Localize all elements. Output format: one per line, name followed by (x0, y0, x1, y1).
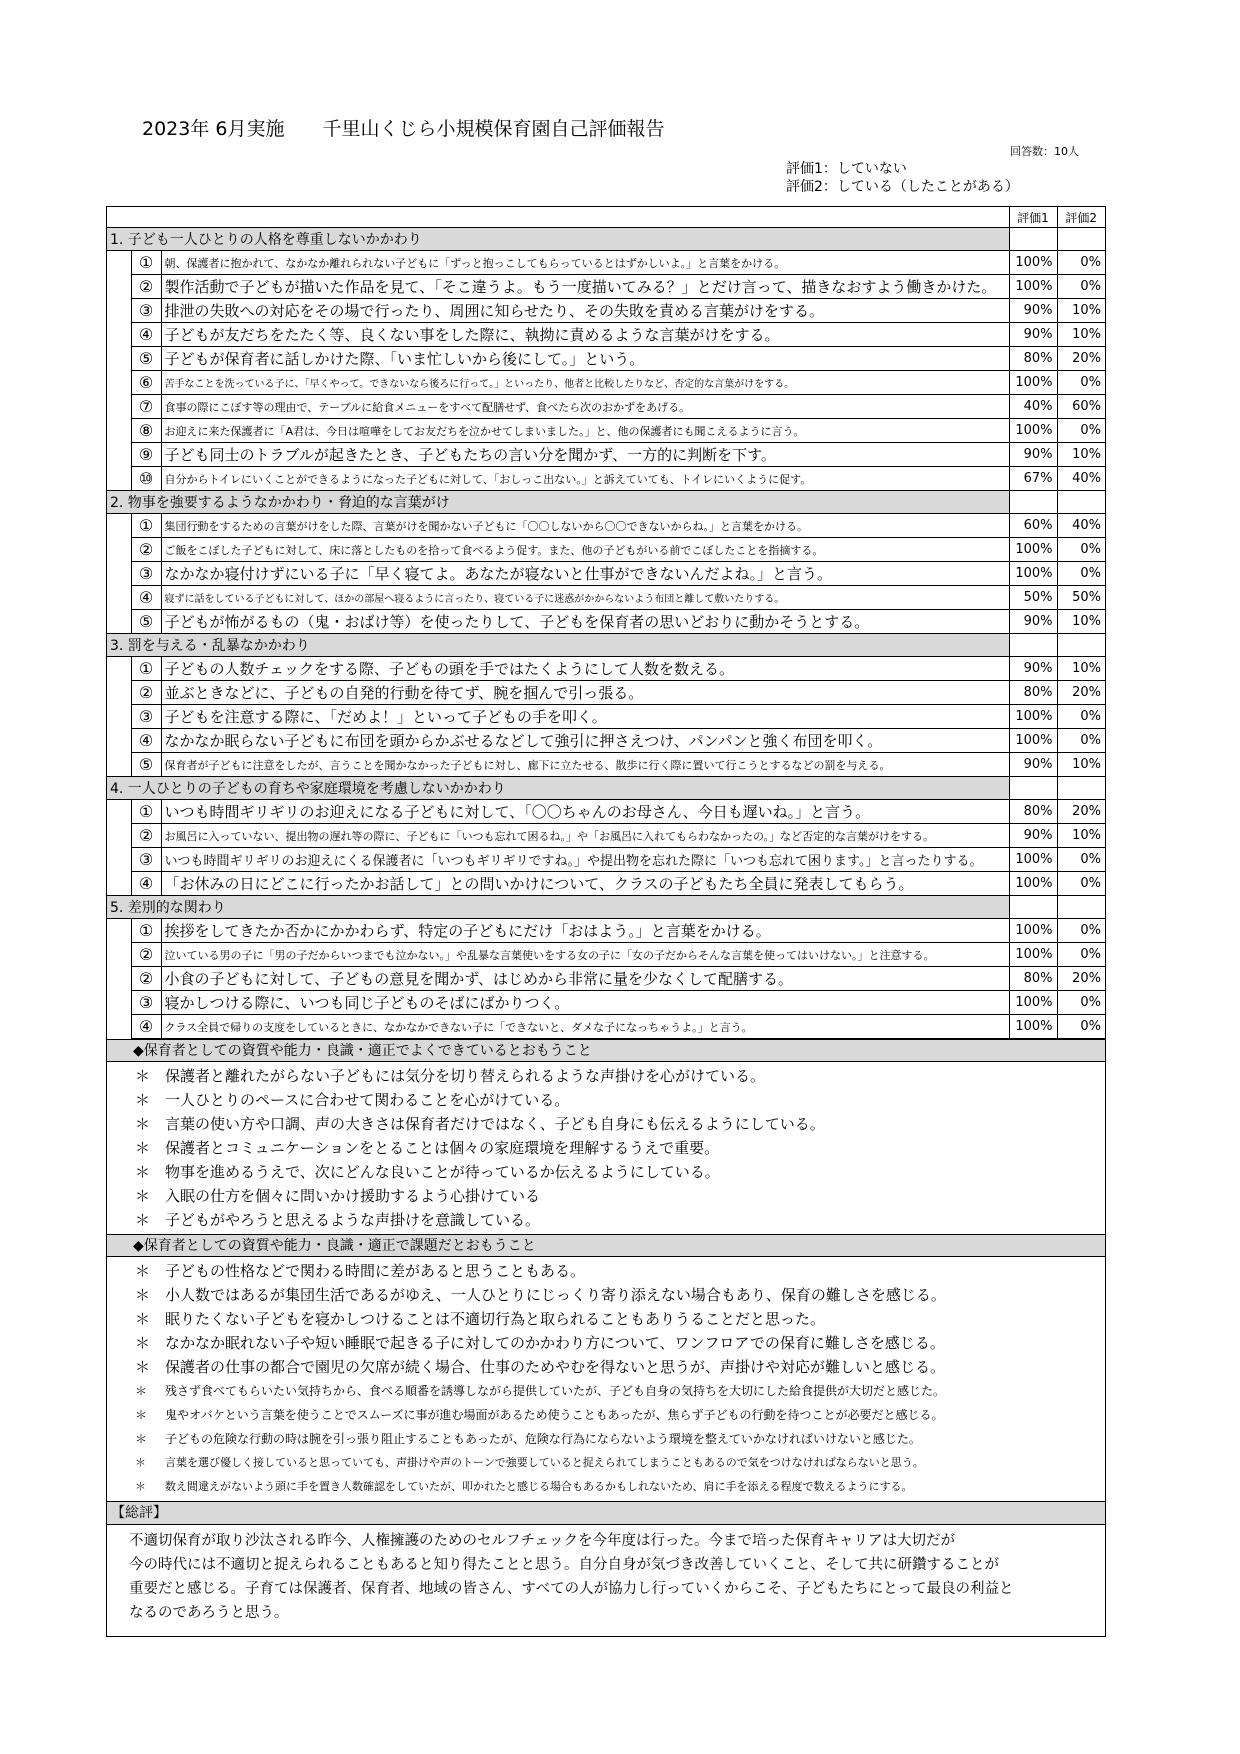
bullet-asterisk: ＊ (135, 1262, 151, 1280)
rating-1-value: 100% (1009, 562, 1057, 586)
table-row (107, 275, 1105, 299)
indent-cell (107, 872, 131, 896)
table-row (107, 1015, 1105, 1039)
rating-1-value: 90% (1009, 610, 1057, 634)
list-item (135, 1283, 1105, 1307)
indent-cell (107, 419, 131, 443)
indent-cell (107, 800, 131, 824)
item-number: ⑤ (131, 753, 161, 777)
rating-2-value: 10% (1057, 657, 1105, 681)
table-row (107, 443, 1105, 467)
bullet-asterisk: ＊ (135, 1091, 151, 1109)
table-row (107, 919, 1105, 943)
rating-2-value: 0% (1057, 251, 1105, 275)
item-number: ⑧ (131, 419, 161, 443)
indent-cell (107, 467, 131, 491)
indent-cell (107, 729, 131, 753)
section-header-row (107, 491, 1105, 514)
bullet-asterisk: ＊ (135, 1358, 151, 1376)
rating-1-value: 90% (1009, 443, 1057, 467)
item-text: お風呂に入っていない、提出物の遅れ等の際に、子どもに「いつも忘れて困るね。」や「お風呂に入れてもらわなかったの。」など否定的な言葉がけをする。 (161, 824, 1009, 848)
bullet-asterisk: ＊ (135, 1456, 146, 1469)
rating-1-value: 100% (1009, 919, 1057, 943)
rating-2-value: 0% (1057, 1015, 1105, 1039)
rating-1-value: 100% (1009, 251, 1057, 275)
list-item (135, 1112, 1105, 1136)
rating-1-value: 90% (1009, 299, 1057, 323)
rating-1-value: 100% (1009, 538, 1057, 562)
rating-2-value: 0% (1057, 729, 1105, 753)
table-row (107, 586, 1105, 610)
indent-cell (107, 586, 131, 610)
indent-cell (107, 1015, 131, 1039)
item-number: ② (131, 967, 161, 991)
rating-2-value: 0% (1057, 943, 1105, 967)
indent-cell (107, 443, 131, 467)
summary-line: なるのであろうと思う。 (129, 1605, 289, 1621)
item-text: いつも時間ギリギリのお迎えにくる保護者に「いつもギリギリですね。」や提出物を忘れた際に「いつも忘れて困ります。」と言ったりする。 (161, 848, 1009, 872)
rating-1-value: 80% (1009, 347, 1057, 371)
rating-1-value: 90% (1009, 824, 1057, 848)
list-item (135, 1451, 1105, 1475)
item-text: なかなか寝付けずにいる子に「早く寝てよ。あなたが寝ないと仕事ができないんだよね。」と言う。 (161, 562, 1009, 586)
rating-legend (786, 160, 1019, 196)
indent-cell (107, 371, 131, 395)
item-number: ① (131, 251, 161, 275)
indent-cell (107, 610, 131, 634)
indent-cell (107, 514, 131, 538)
item-number: ③ (131, 848, 161, 872)
table-row (107, 872, 1105, 896)
item-number: ② (131, 538, 161, 562)
evaluation-sheet (106, 206, 1106, 1637)
rating-1-value: 100% (1009, 275, 1057, 299)
section-title: 5. 差別的な関わり (107, 896, 1009, 919)
table-row (107, 991, 1105, 1015)
issues-heading: ◆保育者としての資質や能力・良識・適正で課題だとおもうこと (107, 1234, 1105, 1256)
rating-1-value: 100% (1009, 991, 1057, 1015)
rating-2-value: 20% (1057, 347, 1105, 371)
bullet-asterisk: ＊ (135, 1432, 148, 1446)
list-item (135, 1160, 1105, 1184)
item-text: 挨拶をしてきたか否かにかかわらず、特定の子どもにだけ「おはよう。」と言葉をかける。 (161, 919, 1009, 943)
list-item-text: なかなか眠れない子や短い睡眠で起きる子に対してのかかわり方について、ワンフロアでの保育に難しさを感じる。 (165, 1334, 945, 1352)
section-blank-cell (1009, 634, 1057, 657)
list-item (135, 1355, 1105, 1379)
item-text: 子どもの人数チェックをする際、子どもの頭を手ではたくようにして人数を数える。 (161, 657, 1009, 681)
list-item (135, 1136, 1105, 1160)
item-text: 排泄の失敗への対応をその場で行ったり、周囲に知らせたり、その失敗を責める言葉がけをする。 (161, 299, 1009, 323)
table-row (107, 705, 1105, 729)
item-text: 子ども同士のトラブルが起きたとき、子どもたちの言い分を聞かず、一方的に判断を下す。 (161, 443, 1009, 467)
item-text: 朝、保護者に抱かれて、なかなか離れられない子どもに「ずっと抱っこしてもらっているとはずかしいよ。」と言葉をかける。 (161, 251, 1009, 275)
list-item (135, 1184, 1105, 1208)
rating-2-value: 10% (1057, 299, 1105, 323)
list-item (135, 1259, 1105, 1283)
table-row (107, 371, 1105, 395)
item-number: ① (131, 657, 161, 681)
list-item (135, 1331, 1105, 1355)
item-number: ① (131, 800, 161, 824)
rating-2-value: 0% (1057, 562, 1105, 586)
table-row (107, 800, 1105, 824)
section-blank-cell (1009, 228, 1057, 251)
item-number: ④ (131, 1015, 161, 1039)
table-row (107, 753, 1105, 777)
summary-line: 今の時代には不適切と捉えられることもあると知り得たことと思う。自分自身が気づき改善していくこと、そして共に研鑽することが (129, 1557, 999, 1573)
item-number: ⑥ (131, 371, 161, 395)
header-rating-2: 評価2 (1057, 207, 1105, 228)
rating-1-value: 100% (1009, 848, 1057, 872)
item-text: 「お休みの日にどこに行ったかお話して」との問いかけについて、クラスの子どもたち全員に発表してもらう。 (161, 872, 1009, 896)
table-row (107, 681, 1105, 705)
item-text: 子どもを注意する際に、「だめよ！」といって子どもの手を叩く。 (161, 705, 1009, 729)
bullet-asterisk: ＊ (135, 1310, 151, 1328)
rating-2-value: 0% (1057, 919, 1105, 943)
table-row (107, 943, 1105, 967)
list-item-text: 子どもの性格などで関わる時間に差があると思うこともある。 (165, 1262, 586, 1280)
rating-2-value: 0% (1057, 419, 1105, 443)
indent-cell (107, 347, 131, 371)
issues-list (107, 1256, 1105, 1501)
item-number: ② (131, 943, 161, 967)
indent-cell (107, 251, 131, 275)
list-item (135, 1403, 1105, 1427)
good-points-heading: ◆保育者としての資質や能力・良識・適正でよくできているとおもうこと (107, 1039, 1105, 1061)
item-text: 寝ずに話をしている子どもに対して、ほかの部屋へ寝るように言ったり、寝ている子に迷惑がかからないよう布団と離して敷いたりする。 (161, 586, 1009, 610)
indent-cell (107, 681, 131, 705)
item-number: ⑤ (131, 610, 161, 634)
rating-2-value: 0% (1057, 538, 1105, 562)
section-title: 1. 子ども一人ひとりの人格を尊重しないかかわり (107, 228, 1009, 251)
rating-2-value: 10% (1057, 610, 1105, 634)
list-item-text: 数え間違えがないよう頭に手を置き人数確認をしていたが、叩かれたと感じる場合もあるかもしれないため、肩に手を添える程度で数えるようにする。 (165, 1480, 913, 1493)
rating-2-value: 0% (1057, 371, 1105, 395)
list-item-text: 小人数ではあるが集団生活であるがゆえ、一人ひとりにじっくり寄り添えない場合もあり、保育の難しさを感じる。 (165, 1286, 946, 1304)
item-text: いつも時間ギリギリのお迎えになる子どもに対して、「〇〇ちゃんのお母さん、今日も遅いね。」と言う。 (161, 800, 1009, 824)
section-header-row (107, 777, 1105, 800)
rating-2-value: 20% (1057, 681, 1105, 705)
bullet-asterisk: ＊ (135, 1408, 148, 1422)
rating-2-value: 10% (1057, 443, 1105, 467)
list-item-text: 保護者と離れたがらない子どもには気分を切り替えられるような声掛けを心がけている。 (165, 1067, 766, 1085)
list-item (135, 1427, 1105, 1451)
indent-cell (107, 848, 131, 872)
rating-2-value: 40% (1057, 514, 1105, 538)
indent-cell (107, 275, 131, 299)
table-row (107, 347, 1105, 371)
rating-2-value: 0% (1057, 275, 1105, 299)
section-blank-cell (1009, 777, 1057, 800)
table-row (107, 967, 1105, 991)
section-blank-cell (1057, 491, 1105, 514)
indent-cell (107, 919, 131, 943)
rating-2-value: 20% (1057, 800, 1105, 824)
list-item-text: 物事を進めるうえで、次にどんな良いことが待っているか伝えるようにしている。 (165, 1163, 720, 1181)
rating-2-value: 10% (1057, 753, 1105, 777)
summary-line: 重要だと感じる。子育ては保護者、保育者、地域の皆さん、すべての人が協力し行っていくからこそ、子どもたちにとって最良の利益と (129, 1581, 1014, 1597)
table-row (107, 419, 1105, 443)
rating-2-value: 10% (1057, 824, 1105, 848)
list-item-text: 一人ひとりのペースに合わせて関わることを心がけている。 (165, 1091, 570, 1109)
item-number: ④ (131, 586, 161, 610)
item-text: 小食の子どもに対して、子どもの意見を聞かず、はじめから非常に量を少なくして配膳する。 (161, 967, 1009, 991)
item-text: 子どもが怖がるもの（鬼・おばけ等）を使ったりして、子どもを保育者の思いどおりに動かそうとする。 (161, 610, 1009, 634)
table-row (107, 538, 1105, 562)
respondent-count: 回答数：10人 (1010, 145, 1079, 158)
list-item-text: 入眠の仕方を個々に問いかけ援助するよう心掛けている (165, 1187, 541, 1205)
item-text: 並ぶときなどに、子どもの自発的行動を待てず、腕を掴んで引っ張る。 (161, 681, 1009, 705)
rating-2-value: 50% (1057, 586, 1105, 610)
indent-cell (107, 538, 131, 562)
table-row (107, 467, 1105, 491)
section-blank-cell (1009, 896, 1057, 919)
table-row (107, 562, 1105, 586)
table-row (107, 824, 1105, 848)
indent-cell (107, 824, 131, 848)
item-text: 集団行動をするための言葉がけをした際、言葉がけを聞かない子どもに「〇〇しないから〇〇できないからね。」と言葉をかける。 (161, 514, 1009, 538)
header-rating-1: 評価1 (1009, 207, 1057, 228)
list-item-text: 言葉を選び優しく接していると思っていても、声掛けや声のトーンで強要していると捉えられてしまうこともあるので気をつけなければならないと思う。 (165, 1456, 924, 1469)
page-title: 2023年 6月実施 千里山くじら小規模保育園自己評価報告 (142, 118, 665, 140)
rating-1-value: 100% (1009, 1015, 1057, 1039)
table-header-row (107, 207, 1105, 228)
legend-item: 評価1：していない (786, 161, 907, 177)
bullet-asterisk: ＊ (135, 1067, 151, 1085)
indent-cell (107, 991, 131, 1015)
rating-1-value: 67% (1009, 467, 1057, 491)
indent-cell (107, 395, 131, 419)
rating-1-value: 90% (1009, 323, 1057, 347)
rating-1-value: 100% (1009, 729, 1057, 753)
good-points-list (107, 1061, 1105, 1234)
section-title: 3. 罰を与える・乱暴なかかわり (107, 634, 1009, 657)
bullet-asterisk: ＊ (135, 1187, 151, 1205)
rating-1-value: 80% (1009, 681, 1057, 705)
item-text: お迎えに来た保護者に「A君は、今日は喧嘩をしてお友だちを泣かせてしまいました。」と、他の保護者にも聞こえるように言う。 (161, 419, 1009, 443)
rating-1-value: 90% (1009, 753, 1057, 777)
rating-2-value: 10% (1057, 323, 1105, 347)
legend-item: 評価2：している（したことがある） (786, 179, 1019, 195)
section-header-row (107, 228, 1105, 251)
bullet-asterisk: ＊ (135, 1480, 146, 1493)
item-number: ③ (131, 991, 161, 1015)
list-item-text: 残さず食べてもらいたい気持ちから、食べる順番を誘導しながら提供していたが、子ども自身の気持ちを大切にした給食提供が大切だと感じた。 (165, 1384, 946, 1398)
rating-1-value: 60% (1009, 514, 1057, 538)
indent-cell (107, 323, 131, 347)
rating-2-value: 0% (1057, 848, 1105, 872)
bullet-asterisk: ＊ (135, 1163, 151, 1181)
section-blank-cell (1057, 228, 1105, 251)
bullet-asterisk: ＊ (135, 1334, 151, 1352)
list-item (135, 1064, 1105, 1088)
rating-2-value: 40% (1057, 467, 1105, 491)
item-number: ① (131, 514, 161, 538)
list-item-text: 鬼やオバケという言葉を使うことでスムーズに事が進む場面があるため使うこともあったが、焦らず子どもの行動を待つことが必要だと感じる。 (165, 1408, 944, 1422)
item-text: 自分からトイレにいくことができるようになった子どもに対して、「おしっこ出ない。」と訴えていても、トイレにいくように促す。 (161, 467, 1009, 491)
list-item (135, 1088, 1105, 1112)
item-number: ④ (131, 323, 161, 347)
rating-1-value: 80% (1009, 967, 1057, 991)
table-row (107, 657, 1105, 681)
item-number: ⑦ (131, 395, 161, 419)
item-number: ① (131, 919, 161, 943)
item-text: 苦手なことを洗っている子に、「早くやって。できないなら後ろに行って。」といったり、他者と比較したりなど、否定的な言葉がけをする。 (161, 371, 1009, 395)
section-blank-cell (1057, 777, 1105, 800)
item-text: 泣いている男の子に「男の子だからいつまでも泣かない。」や乱暴な言葉使いをする女の子に「女の子だからそんな言葉を使ってはいけない。」と注意する。 (161, 943, 1009, 967)
indent-cell (107, 657, 131, 681)
item-number: ③ (131, 299, 161, 323)
item-number: ④ (131, 729, 161, 753)
rating-1-value: 100% (1009, 419, 1057, 443)
rating-2-value: 60% (1057, 395, 1105, 419)
item-text: 子どもが保育者に話しかけた際、「いま忙しいから後にして。」という。 (161, 347, 1009, 371)
rating-1-value: 100% (1009, 943, 1057, 967)
table-row (107, 323, 1105, 347)
rating-1-value: 100% (1009, 371, 1057, 395)
indent-cell (107, 705, 131, 729)
item-text: なかなか眠らない子どもに布団を頭からかぶせるなどして強引に押さえつけ、パンパンと強く布団を叩く。 (161, 729, 1009, 753)
list-item (135, 1208, 1105, 1232)
item-number: ② (131, 275, 161, 299)
indent-cell (107, 943, 131, 967)
item-number: ⑨ (131, 443, 161, 467)
table-row (107, 299, 1105, 323)
list-item-text: 眠りたくない子どもを寝かしつけることは不適切行為と取られることもありうることだと思った。 (165, 1310, 826, 1328)
section-header-row (107, 634, 1105, 657)
section-title: 4. 一人ひとりの子どもの育ちや家庭環境を考慮しないかかわり (107, 777, 1009, 800)
item-text: クラス全員で帰りの支度をしているときに、なかなかできない子に「できないと、ダメな子になっちゃうよ。」と言う。 (161, 1015, 1009, 1039)
rating-2-value: 0% (1057, 872, 1105, 896)
list-item-text: 言葉の使い方や口調、声の大きさは保育者だけではなく、子ども自身にも伝えるようにしている。 (165, 1115, 825, 1133)
section-blank-cell (1057, 634, 1105, 657)
table-row (107, 514, 1105, 538)
table-row (107, 848, 1105, 872)
item-text: ご飯をこぼした子どもに対して、床に落としたものを拾って食べるよう促す。また、他の子どもがいる前でこぼしたことを指摘する。 (161, 538, 1009, 562)
indent-cell (107, 299, 131, 323)
rating-1-value: 100% (1009, 872, 1057, 896)
rating-1-value: 100% (1009, 705, 1057, 729)
item-text: 子どもが友だちをたたく等、良くない事をした際に、執拗に責めるような言葉がけをする。 (161, 323, 1009, 347)
item-text: 寝かしつける際に、いつも同じ子どものそばにばかりつく。 (161, 991, 1009, 1015)
item-text: 製作活動で子どもが描いた作品を見て、「そこ違うよ。もう一度描いてみる？」とだけ言って、描きなおすよう働きかけた。 (161, 275, 1009, 299)
table-row (107, 729, 1105, 753)
bullet-asterisk: ＊ (135, 1211, 151, 1229)
rating-2-value: 0% (1057, 705, 1105, 729)
item-text: 保育者が子どもに注意をしたが、言うことを聞かなかった子どもに対し、廊下に立たせる、散歩に行く際に置いて行こうとするなどの罰を与える。 (161, 753, 1009, 777)
list-item (135, 1475, 1105, 1499)
table-row (107, 251, 1105, 275)
rating-1-value: 80% (1009, 800, 1057, 824)
list-item (135, 1307, 1105, 1331)
list-item-text: 子どもの危険な行動の時は腕を引っ張り阻止することもあったが、危険な行為にならないよう環境を整えていかなければいけないと感じた。 (165, 1432, 921, 1446)
indent-cell (107, 967, 131, 991)
list-item-text: 保護者の仕事の都合で園児の欠席が続く場合、仕事のためやむを得ないと思うが、声掛けや対応が難しいと感じる。 (165, 1358, 946, 1376)
item-number: ② (131, 681, 161, 705)
section-blank-cell (1057, 896, 1105, 919)
list-item-text: 子どもがやろうと思えるような声掛けを意識している。 (165, 1211, 541, 1229)
evaluation-table (107, 207, 1105, 1039)
list-item (135, 1379, 1105, 1403)
summary-heading: 【総評】 (107, 1501, 1105, 1524)
list-item-text: 保護者とコミュニケーションをとることは個々の家庭環境を理解するうえで重要。 (165, 1139, 720, 1157)
table-row (107, 395, 1105, 419)
item-number: ⑤ (131, 347, 161, 371)
summary-line: 不適切保育が取り沙汰される昨今、人権擁護のためのセルフチェックを今年度は行った。今まで培った保育キャリアは大切だが (129, 1533, 956, 1549)
section-title: 2. 物事を強要するようなかかわり・脅迫的な言葉がけ (107, 491, 1009, 514)
header-blank (107, 207, 1009, 228)
item-number: ③ (131, 705, 161, 729)
table-row (107, 610, 1105, 634)
rating-1-value: 40% (1009, 395, 1057, 419)
bullet-asterisk: ＊ (135, 1139, 151, 1157)
item-number: ④ (131, 872, 161, 896)
bullet-asterisk: ＊ (135, 1115, 151, 1133)
rating-2-value: 20% (1057, 967, 1105, 991)
item-text: 食事の際にこぼす等の理由で、テーブルに給食メニューをすべて配膳せず、食べたら次のおかずをあげる。 (161, 395, 1009, 419)
indent-cell (107, 562, 131, 586)
item-number: ⑩ (131, 467, 161, 491)
item-number: ③ (131, 562, 161, 586)
rating-2-value: 0% (1057, 991, 1105, 1015)
rating-1-value: 50% (1009, 586, 1057, 610)
section-blank-cell (1009, 491, 1057, 514)
section-header-row (107, 896, 1105, 919)
indent-cell (107, 753, 131, 777)
bullet-asterisk: ＊ (135, 1384, 148, 1398)
rating-1-value: 90% (1009, 657, 1057, 681)
summary-text (107, 1524, 1105, 1636)
item-number: ② (131, 824, 161, 848)
bullet-asterisk: ＊ (135, 1286, 151, 1304)
